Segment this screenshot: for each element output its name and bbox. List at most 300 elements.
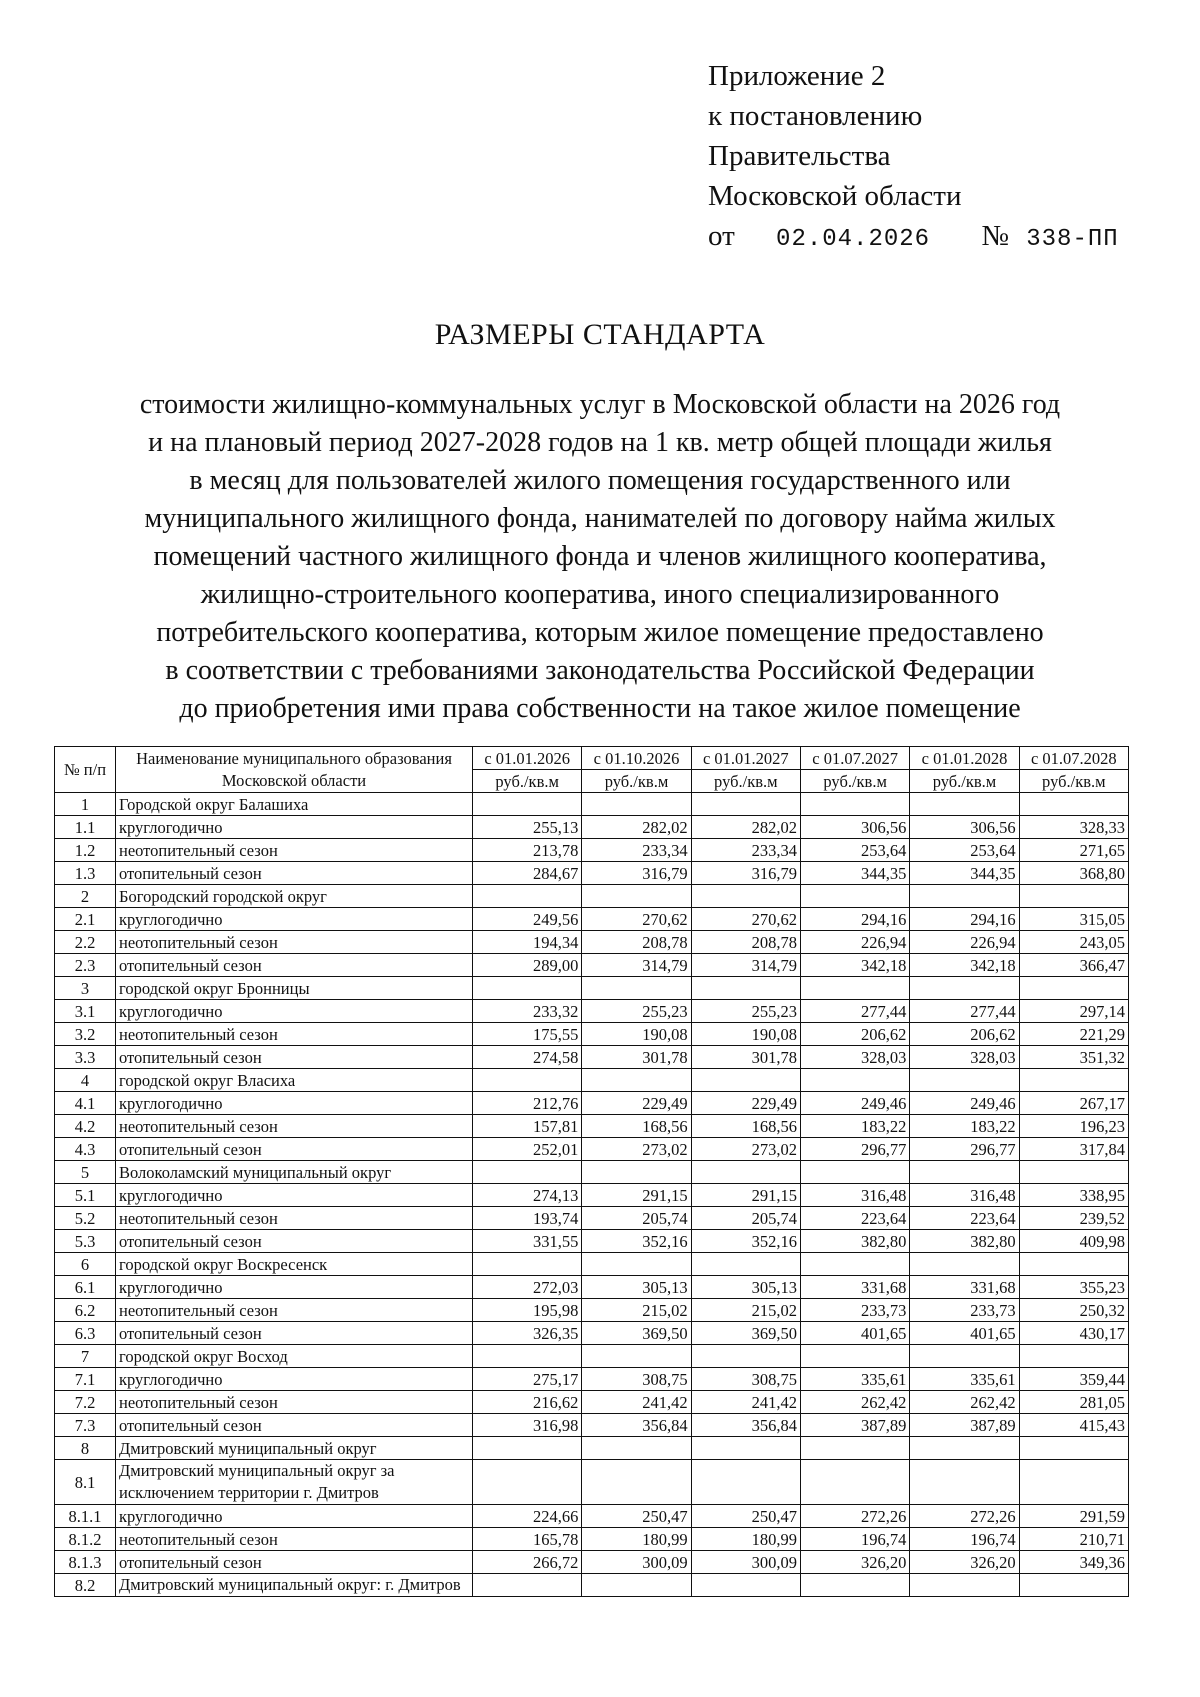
row-value: 205,74 (582, 1207, 691, 1230)
row-value: 196,23 (1019, 1115, 1128, 1138)
row-value: 352,16 (691, 1230, 800, 1253)
row-value: 229,49 (582, 1092, 691, 1115)
row-value: 351,32 (1019, 1046, 1128, 1069)
row-value: 271,65 (1019, 839, 1128, 862)
table-row (55, 1069, 1129, 1092)
row-value: 352,16 (582, 1230, 691, 1253)
row-value: 301,78 (582, 1046, 691, 1069)
header-unit: руб./кв.м (800, 770, 909, 793)
row-value (691, 1161, 800, 1184)
row-value: 233,32 (473, 1000, 582, 1023)
table-row (55, 1299, 1129, 1322)
row-name: отопительный сезон (116, 1138, 473, 1161)
row-value: 274,13 (473, 1184, 582, 1207)
row-value: 331,68 (800, 1276, 909, 1299)
appendix-line-2: к постановлению (708, 100, 923, 132)
row-value: 210,71 (1019, 1528, 1128, 1551)
row-value (910, 1069, 1019, 1092)
row-value: 273,02 (582, 1138, 691, 1161)
table-row (55, 1230, 1129, 1253)
row-value: 314,79 (582, 954, 691, 977)
row-name: круглогодично (116, 1184, 473, 1207)
row-name: городской округ Бронницы (116, 977, 473, 1000)
table-row (55, 1505, 1129, 1528)
row-name: отопительный сезон (116, 1046, 473, 1069)
row-value (800, 1437, 909, 1460)
row-value: 356,84 (691, 1414, 800, 1437)
row-value (910, 977, 1019, 1000)
row-value: 315,05 (1019, 908, 1128, 931)
row-name: неотопительный сезон (116, 1299, 473, 1322)
row-value: 331,68 (910, 1276, 1019, 1299)
row-value: 221,29 (1019, 1023, 1128, 1046)
row-value: 255,13 (473, 816, 582, 839)
row-value: 342,18 (910, 954, 1019, 977)
row-value: 338,95 (1019, 1184, 1128, 1207)
row-value: 262,42 (910, 1391, 1019, 1414)
header-unit: руб./кв.м (1019, 770, 1128, 793)
row-name: Волоколамский муниципальный округ (116, 1161, 473, 1184)
header-unit: руб./кв.м (691, 770, 800, 793)
row-value (800, 977, 909, 1000)
table-row (55, 885, 1129, 908)
subtitle-line: и на плановый период 2027-2028 годов на 1 кв. метр общей площади жилья (148, 427, 1052, 458)
row-name: неотопительный сезон (116, 1391, 473, 1414)
row-value: 342,18 (800, 954, 909, 977)
row-value: 300,09 (691, 1551, 800, 1574)
row-name: круглогодично (116, 1092, 473, 1115)
subtitle-line: муниципального жилищного фонда, нанимателей по договору найма жилых (144, 503, 1056, 534)
row-value: 175,55 (473, 1023, 582, 1046)
row-value (473, 977, 582, 1000)
row-value: 328,33 (1019, 816, 1128, 839)
row-number: 5.3 (55, 1230, 116, 1253)
row-value (691, 1574, 800, 1597)
row-number: 8.1 (55, 1460, 116, 1505)
row-number: 1.1 (55, 816, 116, 839)
row-name: отопительный сезон (116, 1322, 473, 1345)
row-value: 206,62 (910, 1023, 1019, 1046)
row-value (691, 1253, 800, 1276)
from-label: от (708, 220, 735, 252)
row-value: 208,78 (691, 931, 800, 954)
row-value: 252,01 (473, 1138, 582, 1161)
appendix-line-4: Московской области (708, 180, 962, 212)
row-number: 6.3 (55, 1322, 116, 1345)
row-value (691, 977, 800, 1000)
row-value: 306,56 (800, 816, 909, 839)
row-value: 223,64 (910, 1207, 1019, 1230)
row-value: 300,09 (582, 1551, 691, 1574)
row-value (473, 1069, 582, 1092)
row-value (800, 1161, 909, 1184)
row-name: неотопительный сезон (116, 1207, 473, 1230)
row-value: 282,02 (691, 816, 800, 839)
row-value: 294,16 (800, 908, 909, 931)
row-value: 193,74 (473, 1207, 582, 1230)
row-value (800, 1460, 909, 1505)
row-value: 233,73 (910, 1299, 1019, 1322)
row-value: 430,17 (1019, 1322, 1128, 1345)
row-value (691, 885, 800, 908)
row-value: 356,84 (582, 1414, 691, 1437)
header-date: с 01.10.2026 (582, 747, 691, 770)
row-value: 344,35 (910, 862, 1019, 885)
row-value: 215,02 (691, 1299, 800, 1322)
subtitle-line: до приобретения ими права собственности на такое жилое помещение (179, 693, 1021, 724)
table-row (55, 1138, 1129, 1161)
row-value (800, 1253, 909, 1276)
table-row (55, 1391, 1129, 1414)
row-value: 190,08 (691, 1023, 800, 1046)
row-name: круглогодично (116, 816, 473, 839)
row-value: 180,99 (691, 1528, 800, 1551)
row-value: 213,78 (473, 839, 582, 862)
header-date: с 01.07.2028 (1019, 747, 1128, 770)
row-value: 226,94 (910, 931, 1019, 954)
table-row (55, 793, 1129, 816)
header-date: с 01.01.2026 (473, 747, 582, 770)
row-value: 233,34 (582, 839, 691, 862)
row-number: 2.2 (55, 931, 116, 954)
row-value (691, 793, 800, 816)
row-value: 366,47 (1019, 954, 1128, 977)
header-name: Наименование муниципального образования Московской области (116, 747, 473, 793)
row-value (473, 885, 582, 908)
row-value: 249,46 (910, 1092, 1019, 1115)
row-value: 308,75 (582, 1368, 691, 1391)
row-value (910, 1574, 1019, 1597)
row-value: 205,74 (691, 1207, 800, 1230)
header-unit: руб./кв.м (473, 770, 582, 793)
row-name: отопительный сезон (116, 954, 473, 977)
row-number: 1.2 (55, 839, 116, 862)
row-value (691, 1460, 800, 1505)
row-value: 250,47 (582, 1505, 691, 1528)
row-value: 369,50 (691, 1322, 800, 1345)
table-row (55, 1345, 1129, 1368)
row-value: 305,13 (582, 1276, 691, 1299)
row-value (473, 1437, 582, 1460)
row-value: 275,17 (473, 1368, 582, 1391)
table-row (55, 839, 1129, 862)
table-row (55, 977, 1129, 1000)
row-name: городской округ Власиха (116, 1069, 473, 1092)
row-value: 208,78 (582, 931, 691, 954)
subtitle-line: помещений частного жилищного фонда и членов жилищного кооператива, (153, 541, 1047, 572)
row-value: 255,23 (691, 1000, 800, 1023)
decree-date: 02.04.2026 (776, 226, 931, 253)
table-row (55, 1046, 1129, 1069)
table-row (55, 954, 1129, 977)
row-value: 194,34 (473, 931, 582, 954)
header-date: с 01.01.2027 (691, 747, 800, 770)
table-header-row (55, 747, 1129, 770)
row-name: городской округ Восход (116, 1345, 473, 1368)
appendix-block (708, 56, 1119, 260)
row-value: 272,03 (473, 1276, 582, 1299)
header-date: с 01.01.2028 (910, 747, 1019, 770)
table-row (55, 1207, 1129, 1230)
row-value: 266,72 (473, 1551, 582, 1574)
table-row (55, 1253, 1129, 1276)
row-value (910, 1253, 1019, 1276)
standard-cost-table (54, 746, 1129, 1597)
row-value: 326,20 (800, 1551, 909, 1574)
row-value: 180,99 (582, 1528, 691, 1551)
row-value: 229,49 (691, 1092, 800, 1115)
row-number: 4.2 (55, 1115, 116, 1138)
row-value: 305,13 (691, 1276, 800, 1299)
appendix-line-1: Приложение 2 (708, 60, 886, 92)
row-value (473, 1460, 582, 1505)
row-value: 317,84 (1019, 1138, 1128, 1161)
subtitle-line: потребительского кооператива, которым жилое помещение предоставлено (156, 617, 1044, 648)
row-value: 401,65 (910, 1322, 1019, 1345)
row-value (1019, 1069, 1128, 1092)
row-value: 233,34 (691, 839, 800, 862)
row-value: 273,02 (691, 1138, 800, 1161)
row-number: 1 (55, 793, 116, 816)
row-value: 316,79 (582, 862, 691, 885)
row-value: 294,16 (910, 908, 1019, 931)
row-value: 196,74 (910, 1528, 1019, 1551)
row-value (582, 885, 691, 908)
row-value (582, 1161, 691, 1184)
row-value: 289,00 (473, 954, 582, 977)
row-name: Городской округ Балашиха (116, 793, 473, 816)
row-number: 5.1 (55, 1184, 116, 1207)
row-value (582, 1437, 691, 1460)
subtitle-line: в соответствии с требованиями законодательства Российской Федерации (165, 655, 1035, 686)
row-value: 274,58 (473, 1046, 582, 1069)
row-value: 335,61 (910, 1368, 1019, 1391)
row-value (1019, 1253, 1128, 1276)
row-number: 6 (55, 1253, 116, 1276)
row-name: неотопительный сезон (116, 931, 473, 954)
row-value: 216,62 (473, 1391, 582, 1414)
row-name: неотопительный сезон (116, 1023, 473, 1046)
row-value (910, 1161, 1019, 1184)
row-number: 3.3 (55, 1046, 116, 1069)
row-value: 387,89 (800, 1414, 909, 1437)
table-row (55, 908, 1129, 931)
document-subtitle (60, 386, 1140, 728)
row-value: 226,94 (800, 931, 909, 954)
row-value: 241,42 (582, 1391, 691, 1414)
decree-number-line (708, 216, 1119, 260)
row-number: 8.1.3 (55, 1551, 116, 1574)
row-value: 368,80 (1019, 862, 1128, 885)
row-value (582, 1069, 691, 1092)
row-value (800, 885, 909, 908)
row-number: 3.1 (55, 1000, 116, 1023)
table-row (55, 1000, 1129, 1023)
table-row (55, 1092, 1129, 1115)
row-value (582, 1345, 691, 1368)
row-value: 206,62 (800, 1023, 909, 1046)
row-number: 1.3 (55, 862, 116, 885)
row-value: 326,35 (473, 1322, 582, 1345)
row-value: 291,15 (691, 1184, 800, 1207)
row-name: Богородский городской округ (116, 885, 473, 908)
row-value: 272,26 (800, 1505, 909, 1528)
row-name: Дмитровский муниципальный округ (116, 1437, 473, 1460)
row-value (582, 1253, 691, 1276)
row-value (1019, 1345, 1128, 1368)
table-row (55, 862, 1129, 885)
row-value: 308,75 (691, 1368, 800, 1391)
row-number: 5 (55, 1161, 116, 1184)
row-value (1019, 793, 1128, 816)
row-value: 306,56 (910, 816, 1019, 839)
row-number: 4 (55, 1069, 116, 1092)
row-number: 3 (55, 977, 116, 1000)
row-value (473, 793, 582, 816)
header-num: № п/п (55, 747, 116, 793)
row-name: круглогодично (116, 1276, 473, 1299)
number-label: № (981, 220, 1009, 252)
row-value (910, 793, 1019, 816)
document-title: РАЗМЕРЫ СТАНДАРТА (434, 318, 766, 351)
table-row (55, 1574, 1129, 1597)
row-number: 7.1 (55, 1368, 116, 1391)
row-value (1019, 885, 1128, 908)
row-number: 4.3 (55, 1138, 116, 1161)
subtitle-line: в месяц для пользователей жилого помещения государственного или (189, 465, 1011, 496)
row-value: 277,44 (910, 1000, 1019, 1023)
row-value: 277,44 (800, 1000, 909, 1023)
row-value (691, 1437, 800, 1460)
row-value (691, 1069, 800, 1092)
row-value: 282,02 (582, 816, 691, 839)
row-value: 223,64 (800, 1207, 909, 1230)
row-value: 183,22 (800, 1115, 909, 1138)
row-number: 2 (55, 885, 116, 908)
row-value (582, 1460, 691, 1505)
table-body (55, 793, 1129, 1597)
row-name: Дмитровский муниципальный округ за исключением территории г. Дмитров (116, 1460, 473, 1505)
row-value (691, 1345, 800, 1368)
row-number: 5.2 (55, 1207, 116, 1230)
row-value (473, 1345, 582, 1368)
row-value: 239,52 (1019, 1207, 1128, 1230)
row-value: 270,62 (582, 908, 691, 931)
row-value: 387,89 (910, 1414, 1019, 1437)
row-name: круглогодично (116, 908, 473, 931)
table-row (55, 1528, 1129, 1551)
row-number: 2.1 (55, 908, 116, 931)
row-value: 284,67 (473, 862, 582, 885)
row-value: 349,36 (1019, 1551, 1128, 1574)
row-number: 8.1.1 (55, 1505, 116, 1528)
row-value: 249,56 (473, 908, 582, 931)
row-name: неотопительный сезон (116, 839, 473, 862)
row-number: 7.2 (55, 1391, 116, 1414)
row-number: 3.2 (55, 1023, 116, 1046)
table-row (55, 1161, 1129, 1184)
row-value (1019, 1460, 1128, 1505)
row-value (910, 1437, 1019, 1460)
row-value: 215,02 (582, 1299, 691, 1322)
row-value: 335,61 (800, 1368, 909, 1391)
table-row (55, 1115, 1129, 1138)
row-value: 359,44 (1019, 1368, 1128, 1391)
row-value: 326,20 (910, 1551, 1019, 1574)
row-value: 344,35 (800, 862, 909, 885)
row-name: отопительный сезон (116, 1414, 473, 1437)
header-unit: руб./кв.м (910, 770, 1019, 793)
table-row (55, 1414, 1129, 1437)
row-value: 253,64 (910, 839, 1019, 862)
row-value: 382,80 (800, 1230, 909, 1253)
header-unit: руб./кв.м (582, 770, 691, 793)
row-name: отопительный сезон (116, 1551, 473, 1574)
row-value: 250,47 (691, 1505, 800, 1528)
appendix-line-3: Правительства (708, 140, 891, 172)
row-value (582, 977, 691, 1000)
row-value: 168,56 (691, 1115, 800, 1138)
row-number: 8 (55, 1437, 116, 1460)
row-value: 224,66 (473, 1505, 582, 1528)
table-row (55, 1460, 1129, 1505)
row-value: 355,23 (1019, 1276, 1128, 1299)
row-value: 165,78 (473, 1528, 582, 1551)
table-row (55, 1023, 1129, 1046)
row-value: 255,23 (582, 1000, 691, 1023)
row-value (800, 1345, 909, 1368)
row-value: 409,98 (1019, 1230, 1128, 1253)
row-number: 2.3 (55, 954, 116, 977)
table-row (55, 1437, 1129, 1460)
row-value (582, 793, 691, 816)
row-value: 250,32 (1019, 1299, 1128, 1322)
row-value: 190,08 (582, 1023, 691, 1046)
row-value (582, 1574, 691, 1597)
row-name: круглогодично (116, 1000, 473, 1023)
table-row (55, 1184, 1129, 1207)
row-value: 415,43 (1019, 1414, 1128, 1437)
row-value: 328,03 (800, 1046, 909, 1069)
row-value (1019, 1574, 1128, 1597)
row-value: 331,55 (473, 1230, 582, 1253)
row-value: 316,48 (800, 1184, 909, 1207)
row-value (473, 1574, 582, 1597)
row-value: 212,76 (473, 1092, 582, 1115)
row-name: отопительный сезон (116, 1230, 473, 1253)
row-number: 8.1.2 (55, 1528, 116, 1551)
subtitle-line: жилищно-строительного кооператива, иного специализированного (200, 579, 1000, 610)
table-row (55, 1551, 1129, 1574)
row-value: 281,05 (1019, 1391, 1128, 1414)
row-value: 196,74 (800, 1528, 909, 1551)
row-value (473, 1161, 582, 1184)
row-number: 7.3 (55, 1414, 116, 1437)
row-value: 253,64 (800, 839, 909, 862)
row-value: 270,62 (691, 908, 800, 931)
row-value: 328,03 (910, 1046, 1019, 1069)
row-value: 183,22 (910, 1115, 1019, 1138)
row-value: 291,59 (1019, 1505, 1128, 1528)
row-number: 6.1 (55, 1276, 116, 1299)
row-value: 369,50 (582, 1322, 691, 1345)
row-value: 401,65 (800, 1322, 909, 1345)
row-value: 168,56 (582, 1115, 691, 1138)
row-number: 4.1 (55, 1092, 116, 1115)
row-value: 157,81 (473, 1115, 582, 1138)
row-value: 316,79 (691, 862, 800, 885)
subtitle-line: стоимости жилищно-коммунальных услуг в Московской области на 2026 год (139, 389, 1061, 420)
